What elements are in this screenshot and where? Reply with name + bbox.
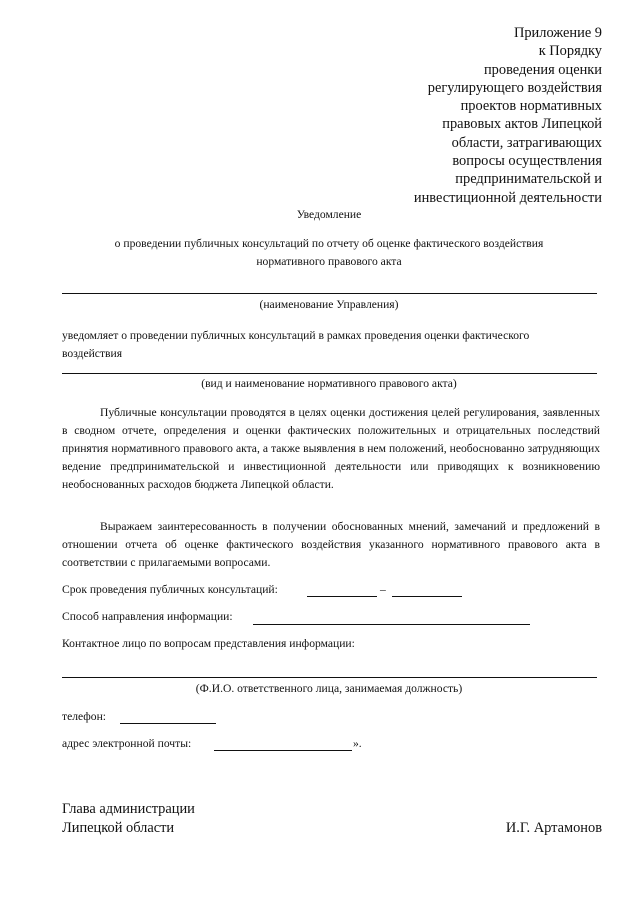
period-label: Срок проведения публичных консультаций: — [62, 583, 278, 596]
appendix-line: вопросы осуществления — [452, 153, 602, 170]
appendix-line: правовых актов Липецкой — [442, 116, 602, 133]
phone-field[interactable] — [120, 723, 216, 724]
notice-subtitle-line1: о проведении публичных консультаций по отчету об оценке фактического воздействия — [114, 237, 544, 250]
appendix-line: проектов нормативных — [460, 98, 602, 115]
appendix-line: предпринимательской и — [455, 171, 602, 188]
department-field-line[interactable] — [62, 293, 597, 294]
signature-name: И.Г. Артамонов — [505, 819, 602, 836]
appendix-line: к Порядку — [538, 43, 602, 60]
email-label: адрес электронной почты: — [62, 737, 192, 750]
notice-title: Уведомление — [296, 208, 362, 221]
notify-text: уведомляет о проведении публичных консультаций в рамках проведения оценки фактического воздействия — [62, 329, 530, 360]
email-suffix: ». — [353, 737, 362, 750]
signature-position-line1: Глава администрации — [62, 801, 195, 817]
purpose-paragraph: Публичные консультации проводятся в целях оценки достижения целей регулирования, заявленных в сводном отчете, определения и оценки фактических положительных и отрицательных последствий принятия нормативного правового акта, а также выявления в нем положений, необоснованно затрудняющих ведение предпринимательской и инвестиционной деятельности или приводящих к возникновению необоснованных расходов бюджета Липецкой области. — [62, 406, 600, 491]
notice-subtitle-line2: нормативного правового акта — [256, 255, 402, 268]
act-field-line[interactable] — [62, 373, 597, 374]
period-dash: – — [380, 583, 386, 596]
person-caption: (Ф.И.О. ответственного лица, занимаемая должность) — [195, 682, 463, 695]
appendix-header — [414, 24, 602, 207]
appendix-line: области, затрагивающих — [451, 134, 602, 151]
method-label: Способ направления информации: — [62, 610, 233, 623]
period-to-field[interactable] — [392, 596, 462, 597]
phone-label: телефон: — [62, 710, 107, 723]
department-caption: (наименование Управления) — [259, 298, 399, 311]
method-field[interactable] — [253, 624, 530, 625]
signature-position-line2: Липецкой области — [62, 819, 175, 836]
appendix-line: проведения оценки — [483, 61, 602, 78]
appendix-line: Приложение 9 — [513, 25, 602, 41]
appendix-line: инвестиционной деятельности — [413, 189, 602, 206]
appendix-line: регулирующего воздействия — [427, 79, 602, 96]
period-from-field[interactable] — [307, 596, 377, 597]
email-field[interactable] — [214, 750, 352, 751]
contact-label: Контактное лицо по вопросам представления информации: — [62, 637, 355, 650]
act-caption: (вид и наименование нормативного правового акта) — [201, 377, 457, 390]
signature-position — [62, 800, 195, 837]
interest-paragraph: Выражаем заинтересованность в получении обоснованных мнений, замечаний и предложений в отношении отчета об оценке фактического воздействия указанного нормативного правового акта в соответствии с прилагаемыми вопросами. — [62, 520, 600, 569]
contact-person-field[interactable] — [62, 677, 597, 678]
